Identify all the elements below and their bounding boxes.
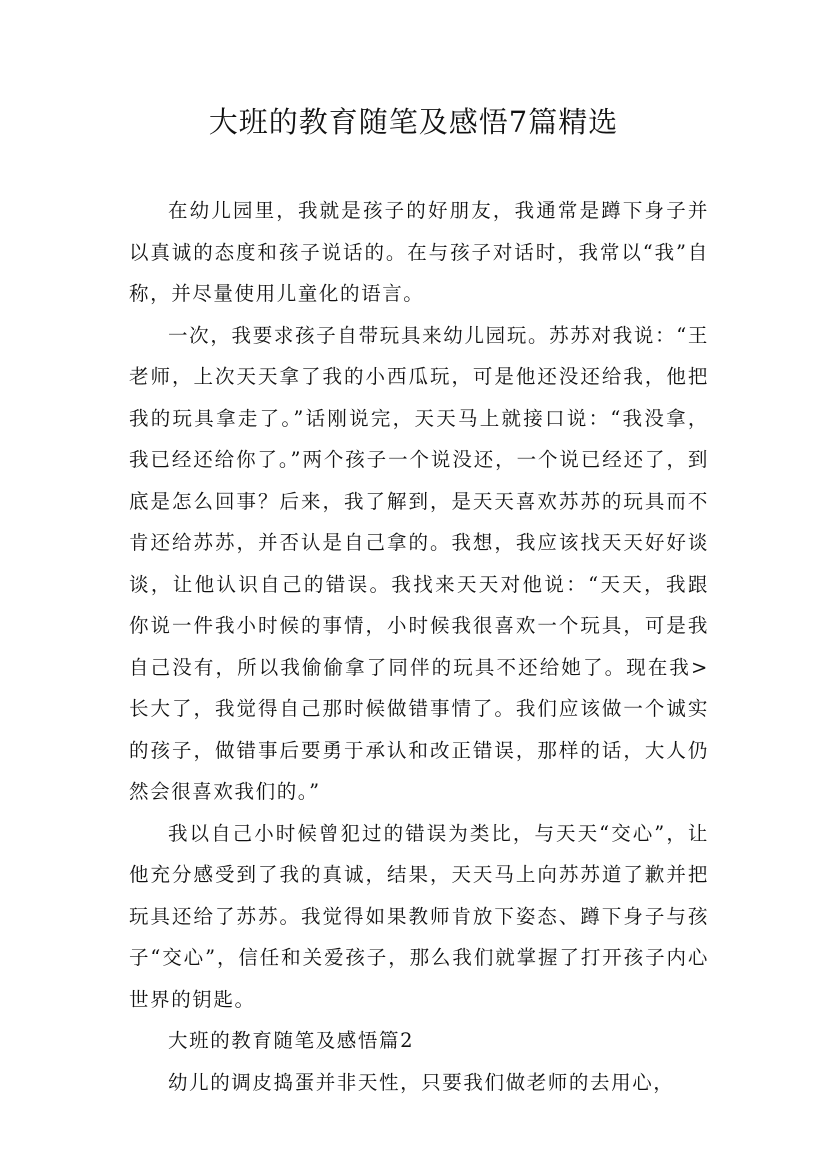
document-body (129, 190, 709, 1103)
paragraph: 幼儿的调皮捣蛋并非天性，只要我们做老师的去用心， (168, 1070, 675, 1094)
paragraph: 在幼儿园里，我就是孩子的好朋友，我通常是蹲下身子并以真诚的态度和孩子说话的。在与孩子对话时，我常以“我”自称，并尽量使用儿童化的语言。 (129, 199, 709, 305)
paragraph: 我以自己小时候曾犯过的错误为类比，与天天“交心”，让他充分感受到了我的真诚，结果，天天马上向苏苏道了歉并把玩具还给了苏苏。我觉得如果教师肯放下姿态、蹲下身子与孩子“交心”，信任和关爱孩子，那么我们就掌握了打开孩子内心世界的钥匙。 (129, 821, 709, 1011)
paragraph: 一次，我要求孩子自带玩具来幼儿园玩。苏苏对我说：“王老师，上次天天拿了我的小西瓜玩，可是他还没还给我，他把我的玩具拿走了。”话刚说完，天天马上就接口说：“我没拿，我已经还给你了。”两个孩子一个说没还，一个说已经还了，到底是怎么回事？后来，我了解到，是天天喜欢苏苏的玩具而不肯还给苏苏，并否认是自己拿的。我想，我应该找天天好好谈谈，让他认识自己的错误。我找来天天对他说：“天天，我跟你说一件我小时候的事情，小时候我很喜欢一个玩具，可是我自己没有，所以我偷偷拿了同伴的玩具不还给她了。现在我>长大了，我觉得自己那时候做错事情了。我们应该做一个诚实的孩子，做错事后要勇于承认和改正错误，那样的话，大人仍然会很喜欢我们的。” (129, 323, 709, 803)
section-heading: 大班的教育随笔及感悟篇2 (168, 1029, 415, 1052)
document-title: 大班的教育随笔及感悟7篇精选 (208, 105, 619, 139)
